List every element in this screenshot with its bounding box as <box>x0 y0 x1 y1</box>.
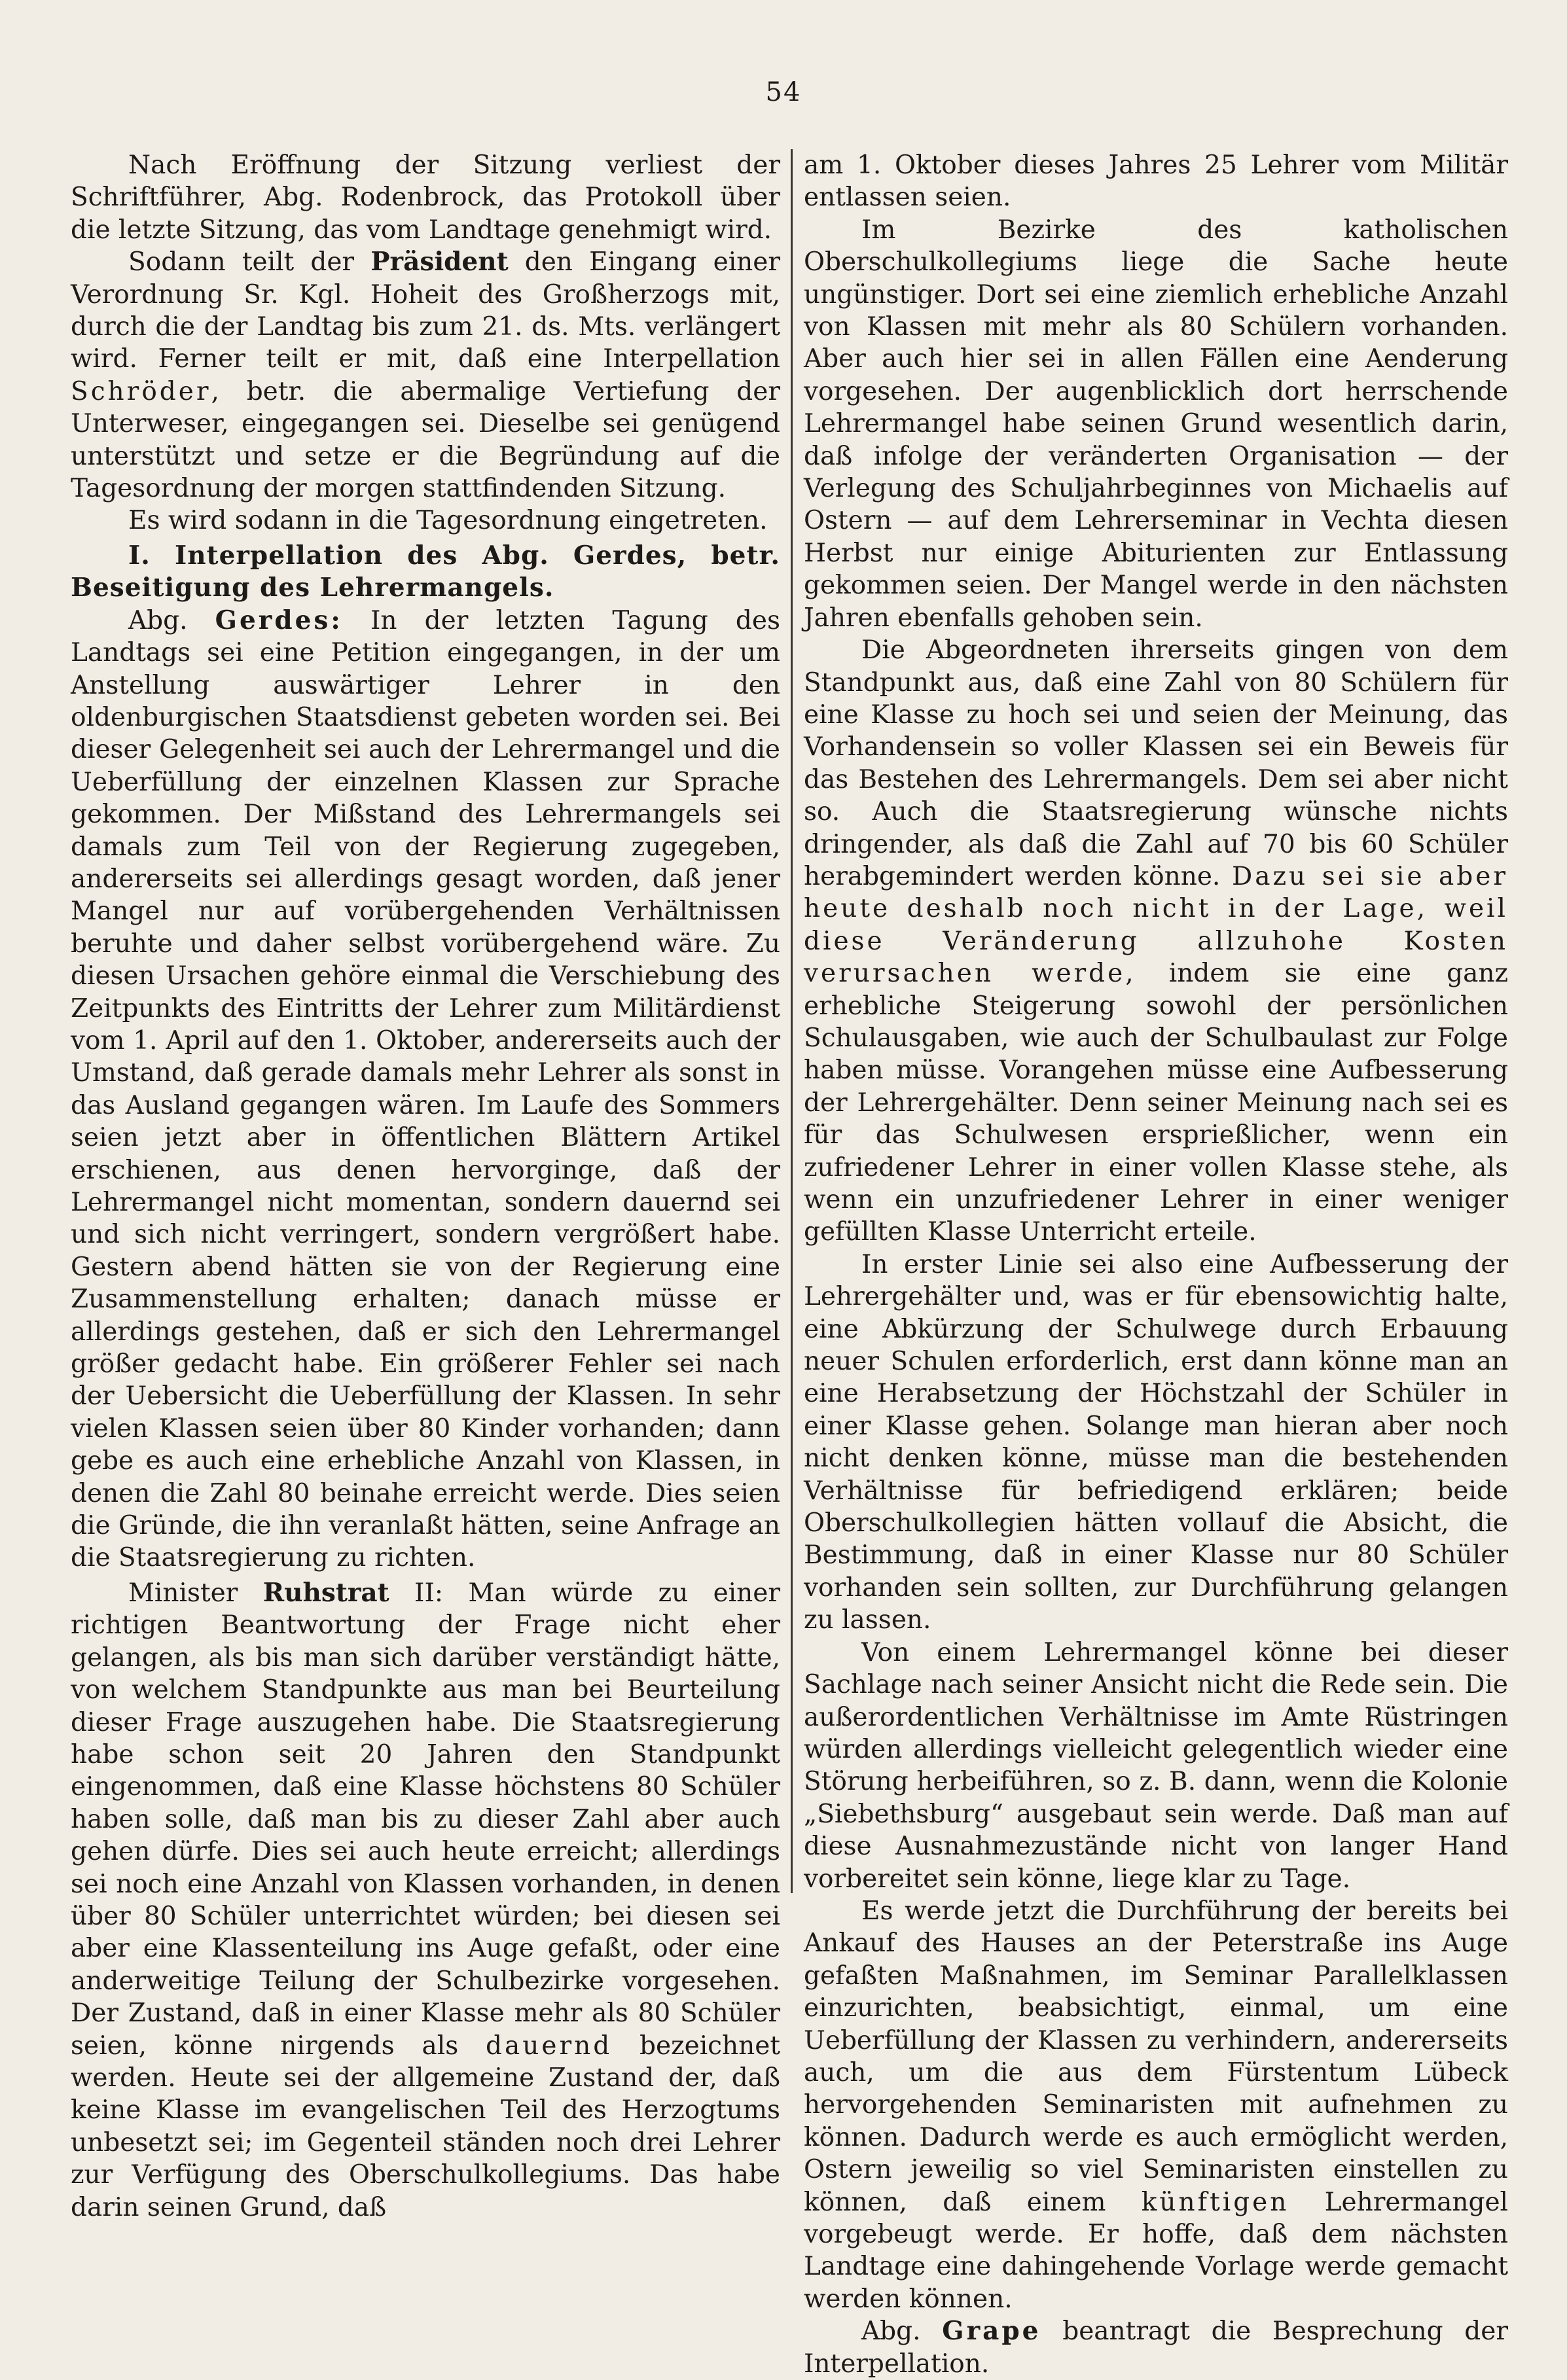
text-span: bezeichnet werden. Heute sei der allgemeine Zustand der, daß keine Klasse im evangelischen Teil des Herzogtums unbesetzt sei; im Gegenteil ständen noch drei Lehrer zur Verfügung des Oberschulkollegiums. Das habe darin seinen Grund, daß <box>71 2031 780 2222</box>
paragraph: Es wird sodann in die Tagesordnung eingetreten. <box>128 506 768 536</box>
text-span: Minister <box>128 1578 263 1608</box>
spaced-passage: Dazu sei sie aber heute deshalb noch nicht in der Lage, weil diese Veränderung allzuhohe Kosten verursachen werde <box>804 861 1508 989</box>
text-span: II: Man würde zu einer richtigen Beantwortung der Frage nicht eher gelangen, als bis man sich darüber verständigt hätte, von welchem Standpunkte aus man bei Beurteilung dieser Frage auszugehen habe. Die Staatsregierung habe schon seit 20 Jahren den Standpunkt eingenommen, daß eine Klasse höchstens 80 Schüler haben solle, daß man bis zu dieser Zahl aber auch gehen dürfe. Dies sei auch heute erreicht; allerdings sei noch eine Anzahl von Klassen vorhanden, in denen über 80 Schüler unterrichtet würden; bei diesen sei aber eine Klassenteilung ins Auge gefaßt, oder eine anderweitige Teilung der Schulbezirke vorgesehen. Der Zustand, daß in einer Klasse mehr als 80 Schüler seien, könne nirgends als <box>71 1578 780 2061</box>
speaker-name: Gerdes: <box>215 605 343 635</box>
paragraph <box>804 1895 1508 2315</box>
spaced-word: künftigen <box>1141 2187 1289 2217</box>
paragraph <box>71 605 780 1574</box>
spaced-word: dauernd <box>486 2031 613 2061</box>
right-column <box>804 149 1508 2380</box>
left-column <box>71 149 780 2224</box>
paragraph: am 1. Oktober dieses Jahres 25 Lehrer vom Militär entlassen seien. <box>804 151 1508 213</box>
speaker-name: Ruhstrat <box>262 1577 389 1608</box>
paragraph <box>804 2315 1508 2380</box>
paragraph <box>804 634 1508 1249</box>
text-span: Sodann teilt der <box>128 247 371 277</box>
section-heading: I. Interpellation des Abg. Gerdes, betr. Beseitigung des Lehrermangels. <box>71 540 780 603</box>
paragraph: Im Bezirke des katholischen Oberschulkollegiums liege die Sache heute ungünstiger. Dort sei eine ziemlich erhebliche Anzahl von Klassen mit mehr als 80 Schülern vorhanden. Aber auch hier sei in allen Fällen eine Aenderung vorgesehen. Der augenblicklich dort herrschende Lehrermangel habe seinen Grund wesentlich darin, daß infolge der veränderten Organisation — der Verlegung des Schuljahrbeginnes von Michaelis auf Ostern — auf dem Lehrerseminar in Vechta diesen Herbst nur einige Abiturienten zur Entlassung gekommen seien. Der Mangel werde in den nächsten Jahren ebenfalls gehoben sein. <box>804 215 1508 633</box>
paragraph <box>71 1577 780 2224</box>
text-span: Es werde jetzt die Durchführung der bereits bei Ankauf des Hauses an der Peterstraße ins Auge gefaßten Maßnahmen, im Seminar Parallelklassen einzurichten, beabsichtigt, einmal, um eine Ueberfüllung der Klassen zu verhindern, andererseits auch, um die aus dem Fürstentum Lübeck hervorgehenden Seminaristen mit aufnehmen zu können. Dadurch werde es auch ermöglicht werden, Ostern jeweilig so viel Seminaristen einstellen zu können, daß einem <box>804 1896 1508 2217</box>
speaker-name: Grape <box>942 2316 1041 2347</box>
column-divider <box>791 149 793 1893</box>
text-span: Abg. <box>861 2317 943 2347</box>
text-span: beantragt die Besprechung der Interpellation. <box>804 2317 1508 2379</box>
paragraph: Von einem Lehrermangel könne bei dieser Sachlage nach seiner Ansicht nicht die Rede sein. Die außerordentlichen Verhältnisse im Amte Rüstringen würden allerdings vielleicht gelegentlich wieder eine Störung herbeiführen, so z. B. dann, wenn die Kolonie „Siebethsburg“ ausgebaut sein werde. Daß man auf diese Ausnahmezustände nicht von langer Hand vorbereitet sein könne, liege klar zu Tage. <box>804 1637 1508 1894</box>
text-span: , indem sie eine ganz erhebliche Steigerung sowohl der persönlichen Schulausgaben, wie auch der Schulbaulast zur Folge haben müsse. Vorangehen müsse eine Aufbesserung der Lehrergehälter. Denn seiner Meinung nach sei es für das Schulwesen ersprießlicher, wenn ein zufriedener Lehrer in einer vollen Klasse stehe, als wenn ein unzufriedener Lehrer in einer weniger gefüllten Klasse Unterricht erteile. <box>804 959 1508 1247</box>
paragraph <box>71 246 780 505</box>
spaced-name: Schröder <box>71 376 211 406</box>
paragraph: Nach Eröffnung der Sitzung verliest der Schriftführer, Abg. Rodenbrock, das Protokoll über die letzte Sitzung, das vom Landtage genehmigt wird. <box>71 151 780 245</box>
paragraph: In erster Linie sei also eine Aufbesserung der Lehrergehälter und, was er für ebensowichtig halte, eine Abkürzung der Schulwege durch Erbauung neuer Schulen erforderlich, erst dann könne man an eine Herabsetzung der Höchstzahl der Schüler in einer Klasse gehen. Solange man hieran aber noch nicht denken könne, müsse man die bestehenden Verhältnisse für befriedigend erklären; beide Oberschulkollegien hätten vollauf die Absicht, die Bestimmung, daß in einer Klasse nur 80 Schüler vorhanden sein sollten, zur Durchführung gelangen zu lassen. <box>804 1249 1508 1635</box>
text-span: In der letzten Tagung des Landtags sei eine Petition eingegangen, in der um Anstellung auswärtiger Lehrer in den oldenburgischen Staatsdienst gebeten worden sei. Bei dieser Gelegenheit sei auch der Lehrermangel und die Ueberfüllung der einzelnen Klassen zur Sprache gekommen. Der Mißstand des Lehrermangels sei damals zum Teil von der Regierung zugegeben, andererseits sei allerdings gesagt worden, daß jener Mangel nur auf vorübergehenden Verhältnissen beruhte und daher selbst vorübergehend wäre. Zu diesen Ursachen gehöre einmal die Verschiebung des Zeitpunkts des Eintritts der Lehrer zum Militärdienst vom 1. April auf den 1. Oktober, andererseits auch der Umstand, daß gerade damals mehr Lehrer als sonst in das Ausland gegangen wären. Im Laufe des Sommers seien jetzt aber in öffentlichen Blättern Artikel erschienen, aus denen hervorginge, daß der Lehrermangel nicht momentan, sondern dauernd sei und sich nicht verringert, sondern vergrößert habe. Gestern abend hätten sie von der Regierung eine Zusammenstellung erhalten; danach müsse er allerdings gestehen, daß er sich den Lehrermangel größer gedacht habe. Ein größerer Fehler sei nach der Uebersicht die Ueberfüllung der Klassen. In sehr vielen Klassen seien über 80 Kinder vorhanden; dann gebe es auch eine erhebliche Anzahl von Klassen, in denen die Zahl 80 beinahe erreicht werde. Dies seien die Gründe, die ihn veranlaßt hätten, seine Anfrage an die Staatsregierung zu richten. <box>71 605 780 1573</box>
speaker-name: Präsident <box>370 247 509 277</box>
text-span: Lehrermangel vorgebeugt werde. Er hoffe, daß dem nächsten Landtage eine dahingehende Vorlage werde gemacht werden können. <box>804 2187 1508 2314</box>
page-number: 54 <box>765 77 802 107</box>
text-span: , betr. die abermalige Vertiefung der Unterweser, eingegangen sei. Dieselbe sei genügend unterstützt und setze er die Begründung auf die Tagesordnung der morgen stattfindenden Sitzung. <box>71 376 780 504</box>
text-span: Abg. <box>128 605 215 635</box>
text-span: Die Abgeordneten ihrerseits gingen von dem Standpunkt aus, daß eine Zahl von 80 Schülern für eine Klasse zu hoch sei und seien der Meinung, das Vorhandensein so voller Klassen sei ein Beweis für das Bestehen des Lehrermangels. Dem sei aber nicht so. Auch die Staatsregierung wünsche nichts dringender, als daß die Zahl auf 70 bis 60 Schüler herabgemindert werden könne. <box>804 635 1508 891</box>
text-span: den Eingang einer Verordnung Sr. Kgl. Hoheit des Großherzogs mit, durch die der Landtag bis zum 21. ds. Mts. verlängert wird. Ferner teilt er mit, daß eine Interpellation <box>71 247 781 374</box>
